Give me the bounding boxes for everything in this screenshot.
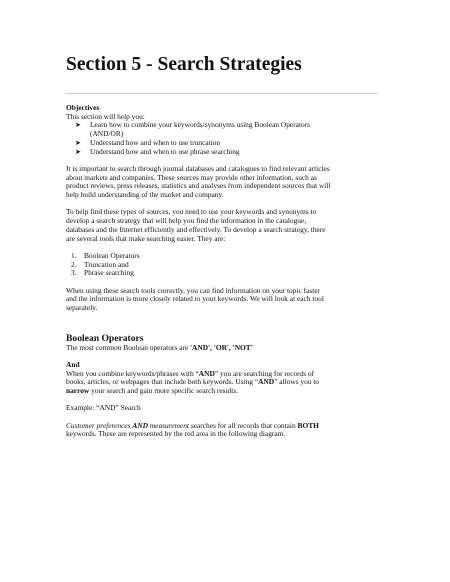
list-item: 1. Boolean Operators bbox=[71, 250, 140, 260]
paragraph-tools-usage: When using these search tools correctly, you can find information on your topic faster and the information is more closely related to your keywords. We will look at each tool separately. bbox=[66, 285, 324, 313]
objectives-heading: Objectives bbox=[66, 103, 100, 112]
arrow-bullet-icon: ➤ bbox=[75, 138, 81, 147]
list-item: 3. Phrase searching bbox=[71, 268, 134, 278]
objectives-list bbox=[66, 121, 382, 156]
objectives-intro: This section will help you: bbox=[66, 111, 145, 121]
page-title: Section 5 - Search Strategies bbox=[66, 54, 302, 75]
document-content bbox=[66, 104, 382, 439]
boolean-operators-heading: Boolean Operators bbox=[66, 332, 144, 344]
list-item: 2. Truncation and bbox=[71, 259, 129, 269]
list-item: ➤ Learn how to combine your keywords/synonyms using Boolean Operators bbox=[75, 120, 311, 130]
paragraph-strategy: To help find these types of sources, you need to use your keywords and synonyms to develop a search strategy that will help you find the information in the catalogue, databases and the Internet efficiently and effectively. To develop a search strategy, there are several tools that make searching easier. They are: bbox=[66, 207, 326, 243]
paragraph-sources: It is important to search through journal databases and catalogues to find relevant articles about markets and companies. These sources may provide other information, such as product reviews, press releases, statistics and analyses from independent sources that will help build understanding of the market and company. bbox=[66, 163, 331, 200]
search-tools-list bbox=[66, 252, 382, 278]
list-item: (AND/OR) bbox=[90, 129, 124, 139]
boolean-operators-intro: The most common Boolean operators are 'AND', 'OR', 'NOT' bbox=[66, 342, 253, 352]
list-item: ➤ Understand how and when to use phrase searching bbox=[75, 146, 240, 156]
list-item: ➤ Understand how and when to use truncation bbox=[75, 137, 221, 147]
arrow-bullet-icon: ➤ bbox=[75, 121, 81, 130]
title-divider bbox=[66, 93, 378, 94]
paragraph-and: When you combine keywords/phrases with “AND” you are searching for records of books, articles, or webpages that include both keywords. Using “AND” allows you to narrow your search and gain more specific search results. bbox=[66, 368, 320, 395]
paragraph-and-example: Customer preferences AND measurement searches for all records that contain BOTH keywords. These are represented by the red area in the following diagram. bbox=[66, 420, 319, 439]
and-heading: And bbox=[66, 359, 80, 369]
arrow-bullet-icon: ➤ bbox=[75, 147, 81, 156]
and-example-label: Example: “AND” Search bbox=[66, 403, 141, 413]
